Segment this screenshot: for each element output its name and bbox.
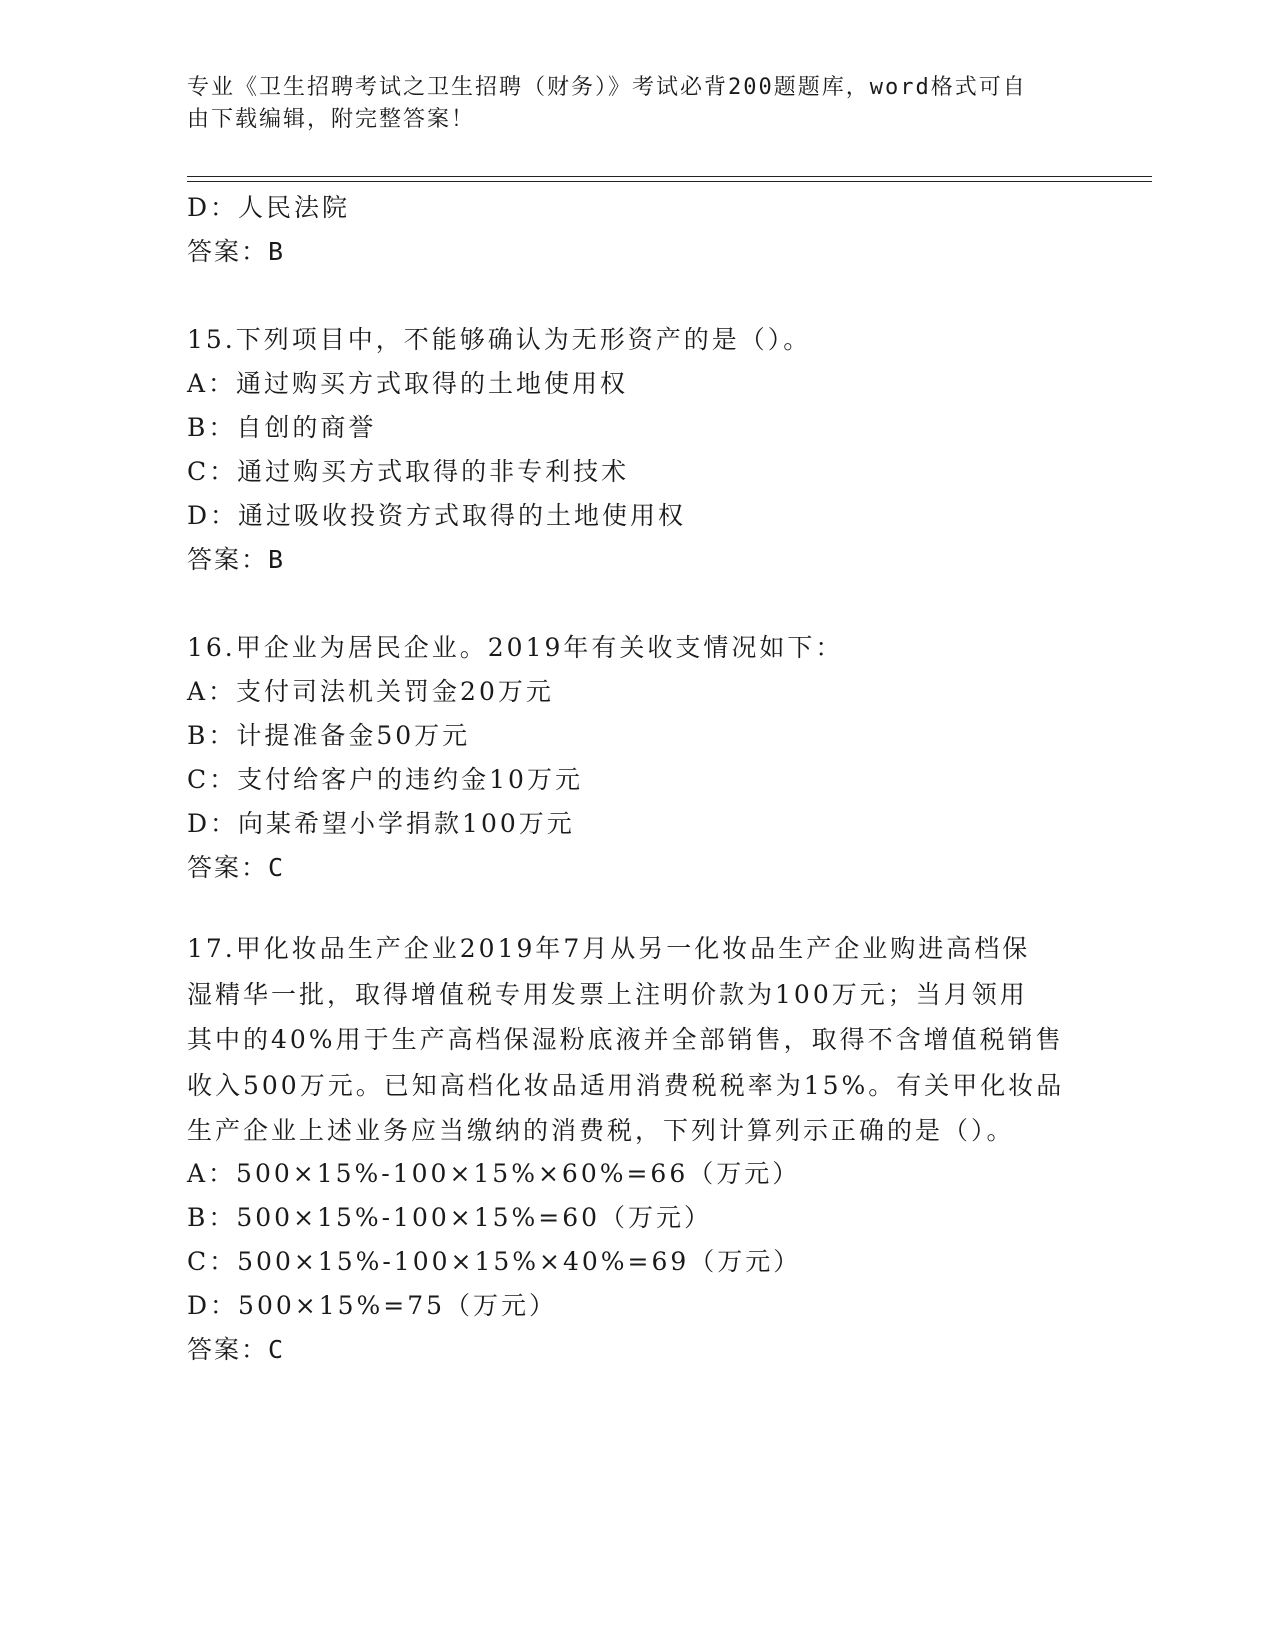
q17-option-c: C：500×15%-100×15%×40%=69（万元） bbox=[187, 1247, 802, 1276]
q16-option-b: B：计提准备金50万元 bbox=[187, 721, 471, 750]
document-header bbox=[187, 72, 1067, 136]
header-divider-top bbox=[187, 176, 1152, 177]
prev-option-d: D：人民法院 bbox=[187, 193, 351, 222]
q17-option-b: B：500×15%-100×15%=60（万元） bbox=[187, 1203, 713, 1232]
q16-answer bbox=[187, 852, 285, 884]
q15-stem: 15.下列项目中，不能够确认为无形资产的是（）。 bbox=[187, 325, 812, 354]
answer-label: 答案： bbox=[187, 853, 269, 882]
q17-stem bbox=[187, 926, 1087, 1154]
header-divider-bottom bbox=[187, 181, 1152, 182]
q16-option-d: D：向某希望小学捐款100万元 bbox=[187, 809, 575, 838]
q15-option-a: A：通过购买方式取得的土地使用权 bbox=[187, 369, 629, 398]
q15-option-b: B：自创的商誉 bbox=[187, 413, 377, 442]
answer-label: 答案： bbox=[187, 1335, 269, 1364]
answer-value: C bbox=[268, 1335, 286, 1364]
q15-answer bbox=[187, 544, 285, 576]
q17-stem-line-4: 收入500万元。已知高档化妆品适用消费税税率为15%。有关甲化妆品 bbox=[187, 1070, 1065, 1100]
q16-option-c: C：支付给客户的违约金10万元 bbox=[187, 765, 583, 794]
answer-value: B bbox=[268, 237, 286, 266]
q15-option-c: C：通过购买方式取得的非专利技术 bbox=[187, 457, 630, 486]
answer-label: 答案： bbox=[187, 237, 269, 266]
q16-stem: 16.甲企业为居民企业。2019年有关收支情况如下： bbox=[187, 633, 844, 662]
q17-option-a: A：500×15%-100×15%×60%=66（万元） bbox=[187, 1159, 801, 1188]
q17-option-d: D：500×15%=75（万元） bbox=[187, 1291, 558, 1320]
prev-answer bbox=[187, 236, 285, 268]
q17-stem-line-1: 17.甲化妆品生产企业2019年7月从另一化妆品生产企业购进高档保 bbox=[187, 934, 1031, 963]
q17-stem-line-3: 其中的40%用于生产高档保湿粉底液并全部销售，取得不含增值税销售 bbox=[187, 1025, 1064, 1054]
answer-label: 答案： bbox=[187, 545, 269, 574]
q17-answer bbox=[187, 1334, 285, 1366]
q17-stem-line-2: 湿精华一批，取得增值税专用发票上注明价款为100万元；当月领用 bbox=[187, 979, 1028, 1009]
header-line-1: 专业《卫生招聘考试之卫生招聘（财务）》考试必背200题题库，word格式可自 bbox=[187, 75, 1027, 100]
q17-stem-line-5: 生产企业上述业务应当缴纳的消费税，下列计算列示正确的是（）。 bbox=[187, 1116, 1015, 1145]
q15-option-d: D：通过吸收投资方式取得的土地使用权 bbox=[187, 501, 687, 530]
answer-value: B bbox=[268, 545, 286, 574]
header-line-2: 由下载编辑，附完整答案！ bbox=[187, 107, 476, 132]
q16-option-a: A：支付司法机关罚金20万元 bbox=[187, 677, 554, 706]
answer-value: C bbox=[268, 853, 286, 882]
